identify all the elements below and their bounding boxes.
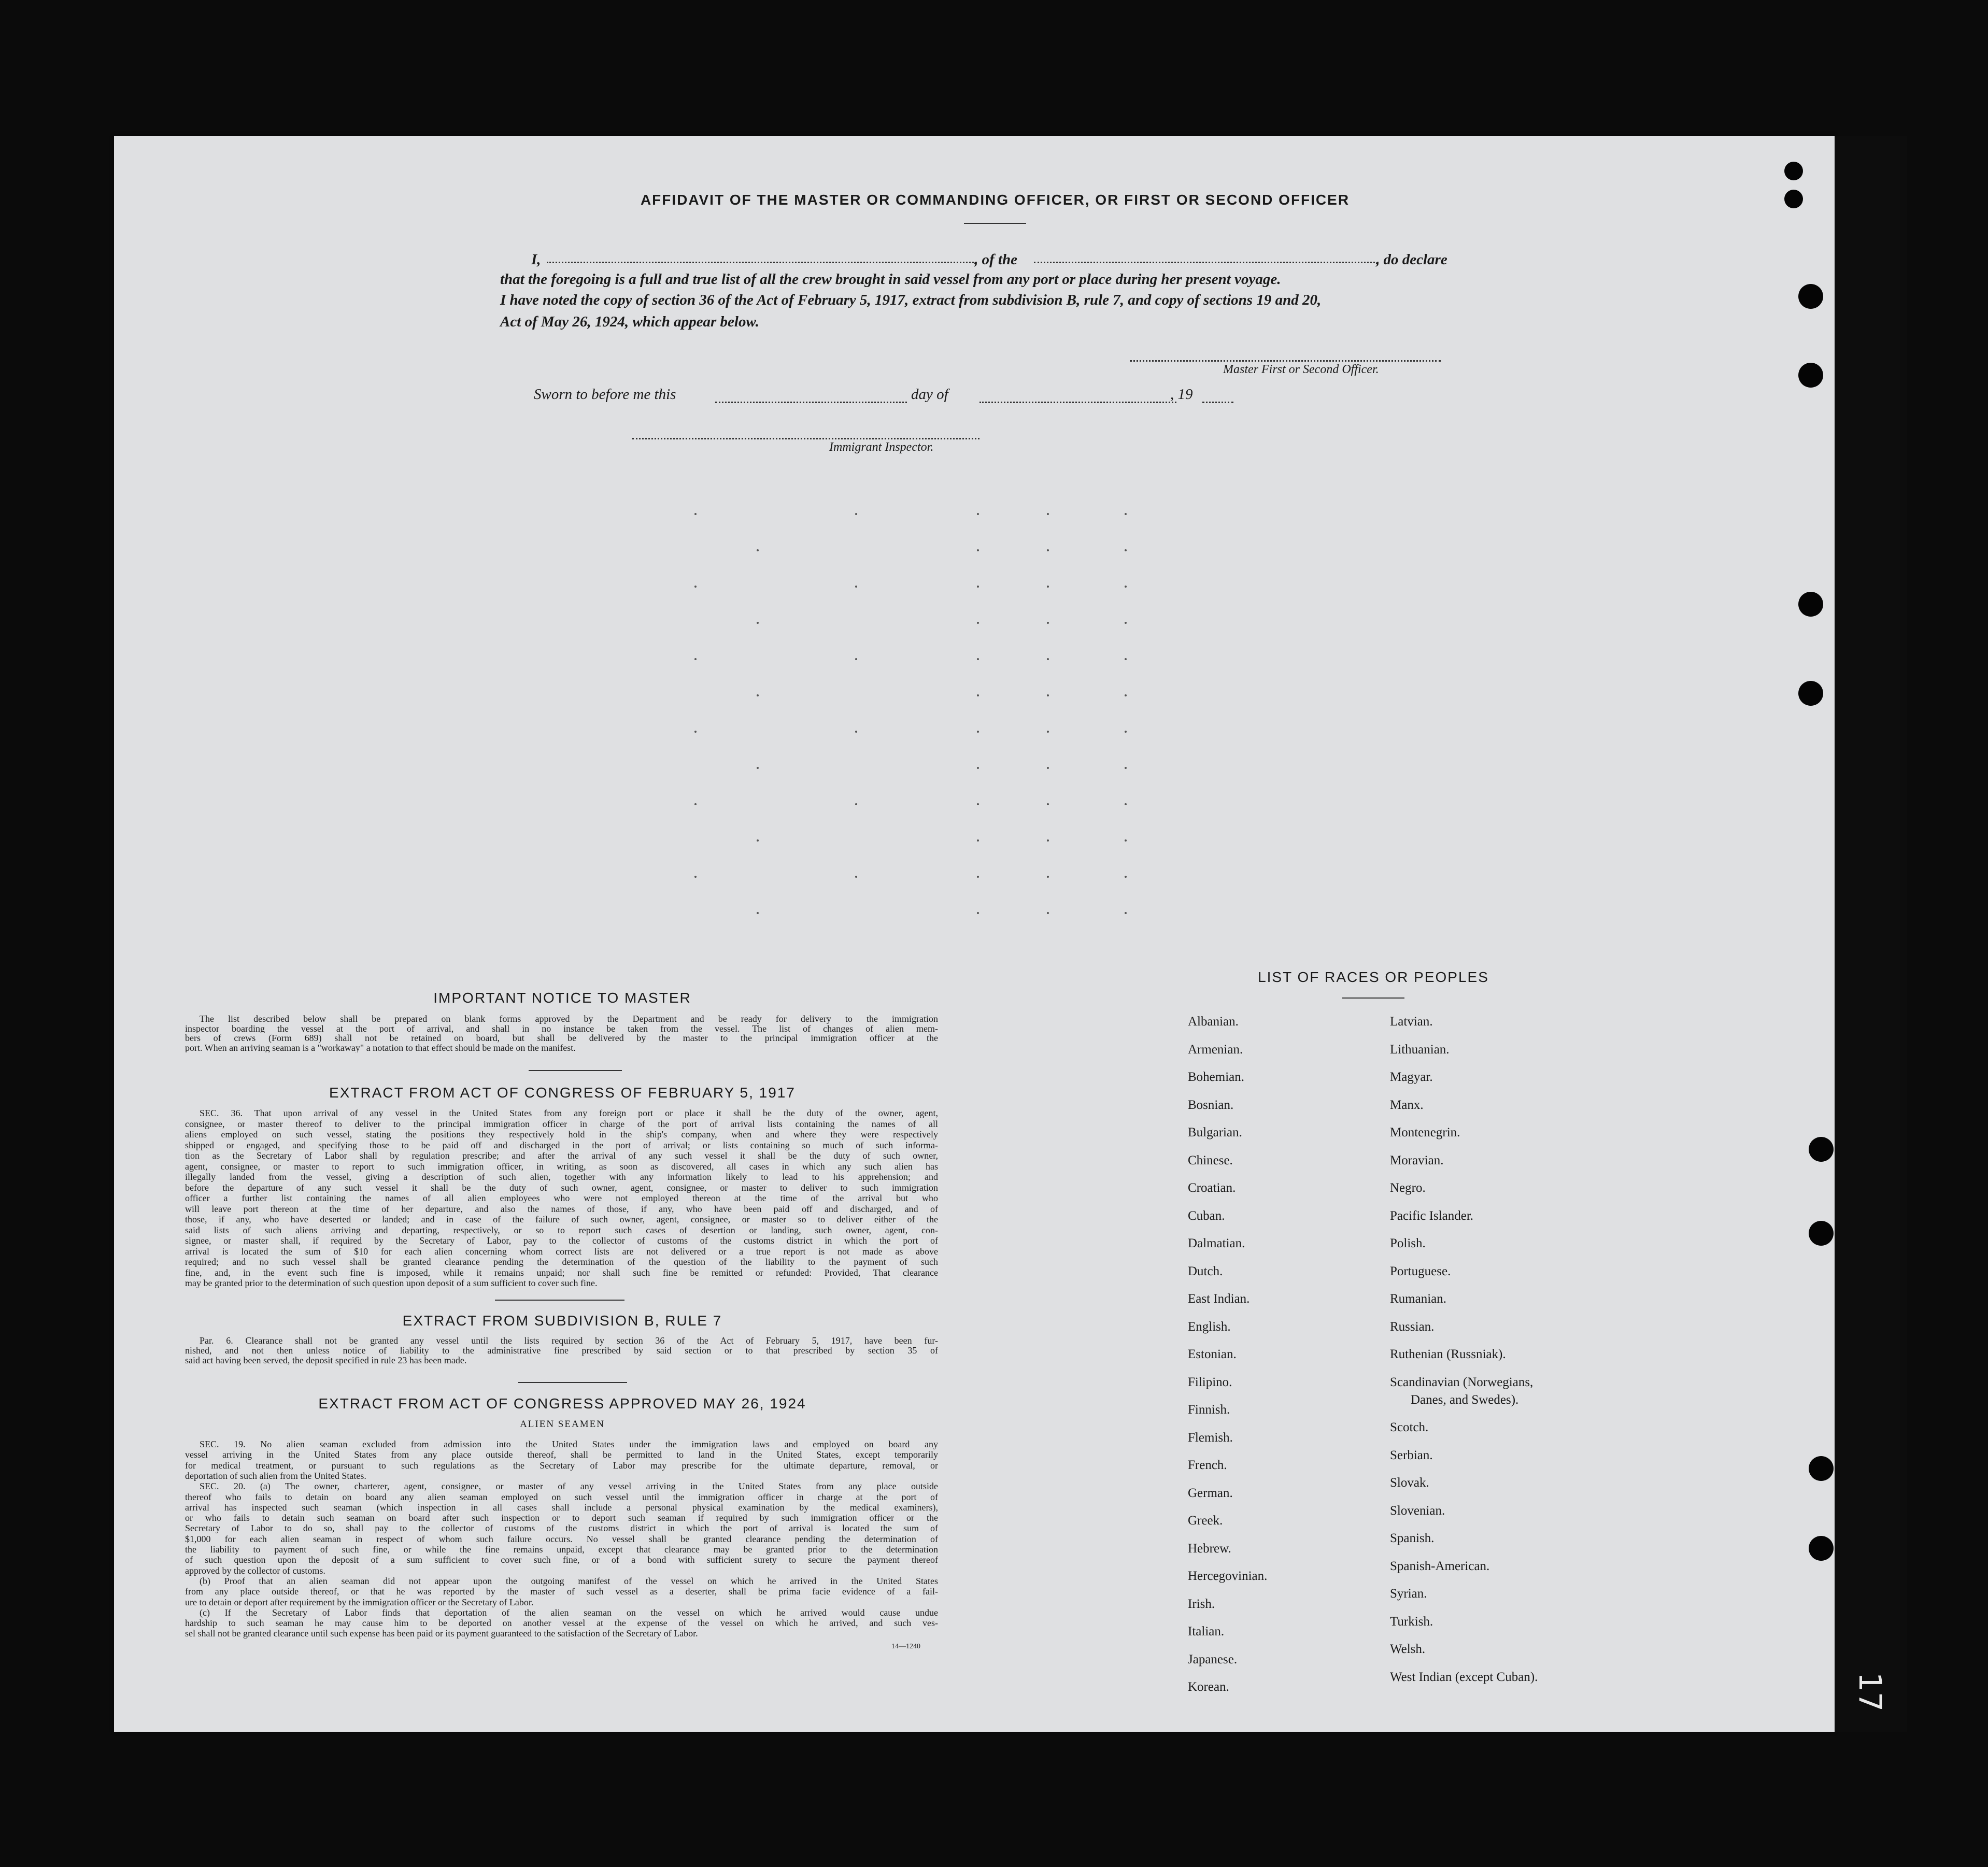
affidavit-statement-2: I have noted the copy of section 36 of the Act of February 5, 1917, extract from subdivision B, rule 7, and copy of sections 19 and 20, [500,292,1322,308]
grid-dot [1047,803,1049,805]
extract-1917-title: EXTRACT FROM ACT OF CONGRESS OF FEBRUARY 5, 1917 [329,1085,796,1101]
grid-dot [694,586,697,588]
race-item: Japanese. [1188,1652,1238,1666]
grid-dot [977,586,979,588]
grid-dot [1125,839,1127,842]
race-item: Irish. [1188,1597,1215,1611]
text-line: aliens employed on such vessel, stating the positions they respectively hold in the ship's company, when and where they were respectively [185,1129,938,1139]
sworn-day-field[interactable] [715,402,907,403]
grid-dot [977,839,979,842]
text-line: tion as the Secretary of Labor shall by regulation prescribe; and after the arrival of any such vessel it shall be the duty of such owner, [185,1150,938,1161]
vessel-name-field[interactable] [1034,262,1379,263]
extract-rule7-divider [518,1382,627,1383]
grid-dot [1125,549,1127,551]
grid-dot [977,658,979,660]
extract-1917-divider [495,1300,624,1301]
text-line: sel shall not be granted clearance until such expense has been paid or its payment guaranteed to the satisfaction of the Secretary of Labor. [185,1628,698,1639]
race-item: Flemish. [1188,1430,1233,1445]
race-item: Rumanian. [1390,1292,1447,1306]
grid-dot [1047,767,1049,769]
race-item: Montenegrin. [1390,1125,1460,1139]
race-item: Korean. [1188,1680,1229,1694]
race-item: Scandinavian (Norwegians, [1390,1375,1533,1389]
form-number: 14—1240 [891,1643,920,1650]
grid-dot [977,513,979,515]
text-line: may be granted prior to the determination of such question upon deposit of a sum sufficient to cover such fine. [185,1278,598,1288]
race-item: Chinese. [1188,1153,1233,1167]
race-item: Magyar. [1390,1070,1433,1084]
race-item: Polish. [1390,1236,1426,1250]
race-item: Negro. [1390,1181,1426,1195]
grid-dot [855,586,857,588]
text-line: port. When an arriving seaman is a "workaway" a notation to that effect should be made on the manifest. [185,1043,576,1052]
text-line: (c) If the Secretary of Labor finds that deportation of the alien seaman on the vessel on which he arrived would cause undue [200,1607,938,1618]
grid-dot [977,767,979,769]
race-item: Spanish-American. [1390,1559,1490,1573]
grid-dot [1047,586,1049,588]
race-item: Albanian. [1188,1015,1239,1029]
race-item: Hercegovinian. [1188,1569,1268,1583]
grid-dot [1125,912,1127,914]
text-line: approved by the collector of customs. [185,1565,325,1576]
race-item: Bulgarian. [1188,1125,1242,1139]
text-line: hardship to such seaman he may cause him to be deported on another vessel at the expense of the vessel on which he arrived, and such ves- [185,1618,938,1629]
text-line: The list described below shall be prepared on blank forms approved by the Department and be ready for delivery to the immigration [200,1014,938,1024]
affidavit-statement-3: Act of May 26, 1924, which appear below. [500,313,759,330]
grid-dot [757,549,759,551]
grid-dot [1047,549,1049,551]
races-divider [1342,997,1404,999]
grid-dot [977,622,979,624]
grid-dot [1125,622,1127,624]
race-item: Lithuanian. [1390,1042,1450,1057]
text-line: inspector boarding the vessel at the port of arrival, and shall in no instance be taken from the vessel. The list of changes of alien mem- [185,1023,938,1033]
race-item: Estonian. [1188,1347,1237,1361]
binding-hole [1809,1456,1834,1481]
grid-dot [1125,513,1127,515]
grid-dot [1047,513,1049,515]
races-title: LIST OF RACES OR PEOPLES [1258,969,1489,985]
text-line: officer a further list containing the names of all alien employees who were not employed thereon at the time of the arrival but who [185,1193,938,1203]
grid-dot [977,912,979,914]
affidavit-title: AFFIDAVIT OF THE MASTER OR COMMANDING OFFICER, OR FIRST OR SECOND OFFICER [640,192,1350,208]
grid-dot [694,658,697,660]
binding-hole [1798,363,1823,388]
text-line: shipped or engaged, and specifying those to be paid off and discharged in the port of arrival; or lists containing so much of such informa- [185,1139,938,1150]
race-item: Dalmatian. [1188,1236,1245,1250]
race-item: Filipino. [1188,1375,1232,1389]
grid-dot [1047,876,1049,878]
text-line: said act having been served, the deposit specified in rule 23 has been made. [185,1356,467,1365]
text-line: of such question upon the deposit of a sum sufficient to cover such fine, or of a bond with sufficient surety to secure the payment thereof [185,1555,938,1565]
binding-margin [1835,136,1907,1732]
race-item: Russian. [1390,1319,1435,1334]
race-item: Serbian. [1390,1448,1433,1462]
text-line: agent, consignee, or master to report to such immigration officer, in writing, as soon as discovered, all cases in which any such alien has [185,1161,938,1172]
master-signature-label: Master First or Second Officer. [1223,363,1379,376]
grid-dot [855,876,857,878]
grid-dot [757,767,759,769]
race-item: West Indian (except Cuban). [1390,1670,1538,1684]
text-line: nished, and not then unless notice of liability to the administrative fine prescribed by said section or to that prescribed by section 35 of [185,1346,938,1356]
text-line: will leave port thereon at the time of her departure, and also the names of those, if any, who have been paid off and discharged, and of [185,1203,938,1214]
race-item: Armenian. [1188,1042,1243,1057]
grid-dot [1125,803,1127,805]
grid-dot [977,694,979,696]
extract-rule7-title: EXTRACT FROM SUBDIVISION B, RULE 7 [402,1313,722,1329]
binding-hole [1798,592,1823,617]
affidavit-statement-1: that the foregoing is a full and true list of all the crew brought in said vessel from any port or place during her present voyage. [500,271,1281,288]
handwritten-page-number: 17 [1852,1672,1888,1712]
race-item: Danes, and Swedes). [1411,1392,1519,1407]
binding-hole [1809,1536,1834,1561]
text-line: or who fails to detain such seaman on board after such inspection or to deport such seaman if required by such immigration officer or the [185,1513,938,1523]
text-line: ure to detain or deport after requirement by the immigration officer or the Secretary of Labor. [185,1597,534,1607]
master-signature-line[interactable] [1130,360,1441,362]
race-item: Finnish. [1188,1403,1230,1417]
race-item: Croatian. [1188,1181,1236,1195]
affidavit-of-the: , of the [974,251,1017,268]
grid-dot [694,731,697,733]
grid-dot [1047,694,1049,696]
grid-dot [1125,876,1127,878]
grid-dot [757,622,759,624]
grid-dot [1047,658,1049,660]
race-item: Pacific Islander. [1390,1208,1474,1223]
race-item: Ruthenian (Russniak). [1390,1347,1506,1361]
grid-dot [757,912,759,914]
grid-dot [1125,731,1127,733]
text-line: those, if any, who have deserted or landed; and in case of the failure of such owner, agent, consignee, or master so to deliver either of the [185,1214,938,1224]
sworn-month-field[interactable] [979,402,1176,403]
text-line: SEC. 20. (a) The owner, charterer, agent, consignee, or master of any vessel arriving in the United States from any place outside [200,1481,938,1492]
grid-dot [977,549,979,551]
race-item: East Indian. [1188,1292,1250,1306]
grid-dot [977,876,979,878]
race-item: Hebrew. [1188,1541,1231,1556]
binding-hole [1798,284,1823,309]
inspector-signature-line[interactable] [632,438,979,439]
grid-dot [1047,839,1049,842]
text-line: before the departure of any such vessel it shall be the duty of such owner, agent, consignee, or master to deliver to such immigration [185,1182,938,1193]
extract-1924-subtitle: ALIEN SEAMEN [520,1419,605,1430]
text-line: bers of crews (Form 689) shall not be retained on board, but shall be delivered by the master to the principal immigration officer at the [185,1033,938,1043]
race-item: German. [1188,1486,1233,1500]
binding-hole [1809,1137,1834,1162]
grid-dot [1125,658,1127,660]
text-line: arrival has inspected such seaman (which inspection in all cases shall include a personal physical examination by the medical examiners), [185,1502,938,1513]
text-line: Par. 6. Clearance shall not be granted any vessel until the lists required by section 36 of the Act of February 5, 1917, have been fur- [200,1336,938,1346]
inspector-label: Immigrant Inspector. [829,440,934,454]
grid-dot [757,839,759,842]
binding-hole [1784,162,1803,180]
race-item: Cuban. [1188,1208,1225,1223]
race-item: Dutch. [1188,1264,1223,1278]
grid-dot [694,513,697,515]
affidavit-do-declare: , do declare [1376,251,1447,268]
text-line: required; and no such vessel shall be granted clearance pending the determination of the question of the liability to the payment of such [185,1257,938,1267]
text-line: the liability to payment of such fine, or while the fine remains unpaid, except that clearance may be granted prior to the determination [185,1544,938,1555]
text-line: signee, or master shall, if required by the Secretary of Labor, pay to the collector of customs of the customs district in which the port of [185,1235,938,1246]
text-line: $1,000 for each alien seaman in respect of whom such failure occurs. No vessel shall be granted clearance pending the determination of [185,1533,938,1544]
text-line: consignee, or master thereof to deliver to the principal immigration officer in charge of the port of arrival lists containing the names of all [185,1118,938,1129]
binding-hole [1809,1221,1834,1246]
text-line: thereof who fails to detain on board any alien seaman employed on such vessel until the immigration officer in charge at the port of [185,1491,938,1502]
text-line: SEC. 19. No alien seaman excluded from admission into the United States under the immigration laws and employed on board any [200,1439,938,1449]
race-item: Scotch. [1390,1420,1429,1434]
affidavit-i: I, [531,251,541,268]
race-item: Spanish. [1390,1531,1435,1545]
race-item: Turkish. [1390,1614,1433,1629]
grid-dot [757,694,759,696]
sworn-day-of: day of [911,386,948,403]
binding-hole [1798,681,1823,706]
race-item: English. [1188,1319,1231,1334]
sworn-year-field[interactable] [1202,402,1233,403]
binding-hole [1784,190,1803,208]
grid-dot [1047,731,1049,733]
grid-dot [1125,694,1127,696]
extract-1924-title: EXTRACT FROM ACT OF CONGRESS APPROVED MAY 26, 1924 [318,1395,806,1412]
text-line: deportation of such alien from the United States. [185,1470,366,1481]
text-line: illegally landed from the vessel, giving a description of such alien, together with any information likely to lead to his apprehension; and [185,1172,938,1182]
race-item: Welsh. [1390,1642,1426,1656]
race-item: Moravian. [1390,1153,1444,1167]
race-item: Italian. [1188,1624,1225,1638]
grid-dot [855,803,857,805]
text-line: for medical treatment, or pursuant to such regulations as the Secretary of Labor may prescribe for the ultimate departure, removal, or [185,1460,938,1471]
notice-title: IMPORTANT NOTICE TO MASTER [433,990,691,1006]
grid-dot [855,731,857,733]
race-item: Portuguese. [1390,1264,1451,1278]
text-line: fine, and, in the event such fine is imposed, while it remains unpaid; nor shall such fine be remitted or refunded: Provided, That clearance [185,1267,938,1278]
master-name-field[interactable] [547,262,977,263]
text-line: from any place outside thereof, or that he was reported by the master of such vessel as a deserter, shall be prima facie evidence of a fail- [185,1586,938,1597]
race-item: Bohemian. [1188,1070,1245,1084]
race-item: Latvian. [1390,1015,1433,1029]
text-line: arrival is located the sum of $10 for each alien concerning whom correct lists are not delivered or a true report is not made as above [185,1246,938,1257]
sworn-year: , 19 [1170,386,1193,403]
grid-dot [855,513,857,515]
notice-divider [529,1070,622,1071]
race-item: Syrian. [1390,1587,1427,1601]
race-item: Manx. [1390,1098,1424,1112]
grid-dot [694,876,697,878]
text-line: said lists of such aliens arriving and departing, respectively, or so to report such cases of desertion or landing, such owner, agent, con- [185,1224,938,1235]
race-item: Slovak. [1390,1476,1429,1490]
race-item: Slovenian. [1390,1503,1445,1518]
grid-dot [977,731,979,733]
title-divider [964,223,1026,224]
race-item: Bosnian. [1188,1098,1234,1112]
grid-dot [977,803,979,805]
text-line: vessel arriving in the United States from any place outside thereof, shall be permitted to land in the United States, except temporarily [185,1449,938,1460]
text-line: SEC. 36. That upon arrival of any vessel in the United States from any foreign port or place it shall be the duty of the owner, agent, [200,1108,938,1118]
race-item: Greek. [1188,1514,1223,1528]
grid-dot [694,803,697,805]
race-item: French. [1188,1458,1227,1472]
sworn-prefix: Sworn to before me this [534,386,676,403]
grid-dot [1047,912,1049,914]
grid-dot [855,658,857,660]
grid-dot [1047,622,1049,624]
grid-dot [1125,767,1127,769]
text-line: (b) Proof that an alien seaman did not appear upon the outgoing manifest of the vessel on which he arrived in the United States [200,1575,938,1586]
text-line: Secretary of Labor to do so, shall pay to the collector of customs of the customs district in which the port of arrival is located the sum of [185,1523,938,1534]
grid-dot [1125,586,1127,588]
